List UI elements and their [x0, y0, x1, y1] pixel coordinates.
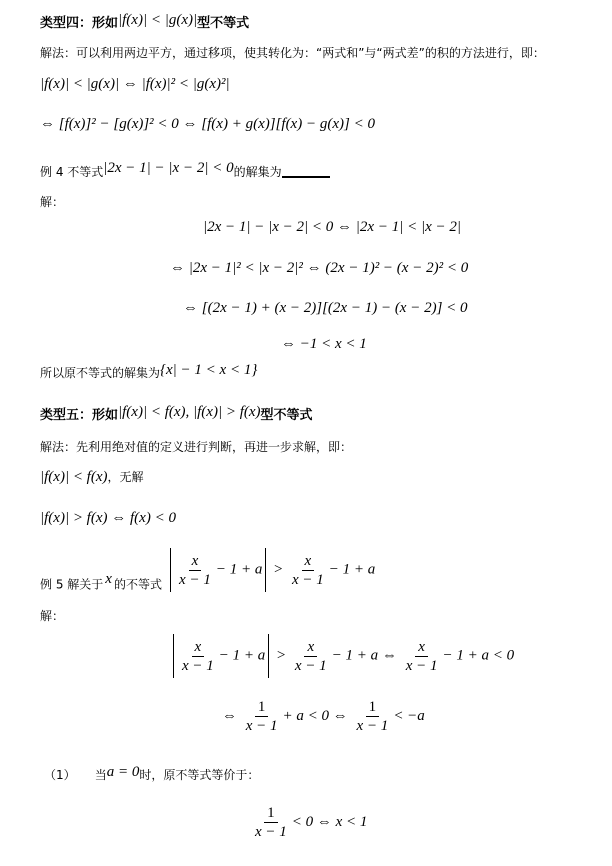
case1-text: 时，原不等式等价于： — [139, 768, 260, 782]
example4-step1: |2x − 1| − |x − 2| < 0 ⇔ |2x − 1| < |x − 2| — [203, 219, 461, 235]
example5-step2: ⇔ $\frac{1}{x - 1}$ + a < 0 ⇔ $\frac{1}{x - 1}$ < −a — [222, 699, 425, 734]
example5-var: x — [105, 570, 112, 587]
example4-step3: ⇔ [(2x − 1) + (x − 2)][(2x − 1) − (x − 2)] < 0 — [183, 300, 468, 316]
abs-bar-right — [268, 634, 269, 678]
type4-heading-prefix: 类型四：形如 — [40, 16, 119, 31]
example4-conclusion — [40, 362, 257, 381]
type4-heading-formula: |f(x)| < |g(x)| — [118, 12, 198, 28]
type4-heading — [40, 12, 249, 31]
example4-statement — [40, 160, 330, 180]
example5-solution-label: 解： — [40, 609, 65, 623]
fraction-x-over-x-minus-1: $\frac{x}{x - 1}$ — [179, 552, 211, 588]
example4-step4: ⇔ −1 < x < 1 — [281, 336, 367, 352]
type5-heading-suffix: 型不等式 — [260, 408, 313, 423]
case1-label: （1） — [44, 768, 76, 782]
example5-step1: $\frac{x}{x - 1}$ − 1 + a > $\frac{x}{x - 1}$ − 1 + a ⇔ $\frac{x}{x - 1}$ − 1 + a < 0 — [170, 634, 514, 678]
example5-suffix: 的不等式 — [113, 577, 162, 592]
fraction-x-over-x-minus-1: $\frac{x}{x - 1}$ — [291, 552, 324, 588]
type5-case1-formula: |f(x)| < f(x) — [40, 469, 108, 485]
example5-statement — [40, 548, 375, 593]
type5-heading-prefix: 类型五：形如 — [40, 408, 119, 423]
example5-inequality: $\frac{x}{x - 1}$ − 1 + a > $\frac{x}{x - 1}$ − 1 + a — [167, 548, 375, 592]
type4-heading-suffix: 型不等式 — [197, 16, 250, 31]
type5-heading — [40, 404, 313, 423]
example5-case1 — [44, 764, 259, 783]
case1-condition: a = 0 — [106, 764, 140, 780]
type4-eq1: |f(x)| < |g(x)| ⇔ |f(x)|² < |g(x)²| — [40, 76, 230, 92]
type5-case1 — [40, 466, 144, 486]
abs-bar-left — [173, 634, 174, 678]
example4-conclusion-set: {x| − 1 < x < 1} — [160, 362, 258, 378]
abs-bar-left — [170, 548, 171, 592]
example4-solution-label: 解： — [40, 195, 65, 209]
type5-case2: |f(x)| > f(x) ⇔ f(x) < 0 — [40, 510, 176, 526]
abs-bar-right — [265, 548, 266, 592]
example4-step2: ⇔ |2x − 1|² < |x − 2|² ⇔ (2x − 1)² − (x − 2)² < 0 — [170, 260, 469, 276]
type4-eq2: ⇔ [f(x)]² − [g(x)]² < 0 ⇔ [f(x) + g(x)][f(x) − g(x)] < 0 — [40, 116, 375, 132]
answer-blank — [282, 164, 330, 178]
case1-when: 当 — [94, 768, 107, 782]
example4-suffix: 的解集为 — [233, 165, 282, 179]
type4-method: 解法：可以利用两边平方，通过移项，使其转化为：“两式和”与“两式差”的积的方法进行，即： — [40, 46, 545, 60]
type5-heading-formula: |f(x)| < f(x), |f(x)| > f(x) — [118, 404, 261, 420]
example5-final: $\frac{1}{x - 1}$ < 0 ⇔ x < 1 — [255, 805, 368, 840]
example4-prefix: 例 4 不等式 — [40, 165, 104, 179]
example4-conclusion-prefix: 所以原不等式的解集为 — [40, 366, 161, 380]
type5-method: 解法：先利用绝对值的定义进行判断，再进一步求解，即： — [40, 440, 353, 454]
example5-prefix: 例 5 解关于 — [40, 577, 104, 592]
example4-formula: |2x − 1| − |x − 2| < 0 — [103, 160, 234, 176]
type5-case1-text: ，无解 — [107, 470, 144, 484]
